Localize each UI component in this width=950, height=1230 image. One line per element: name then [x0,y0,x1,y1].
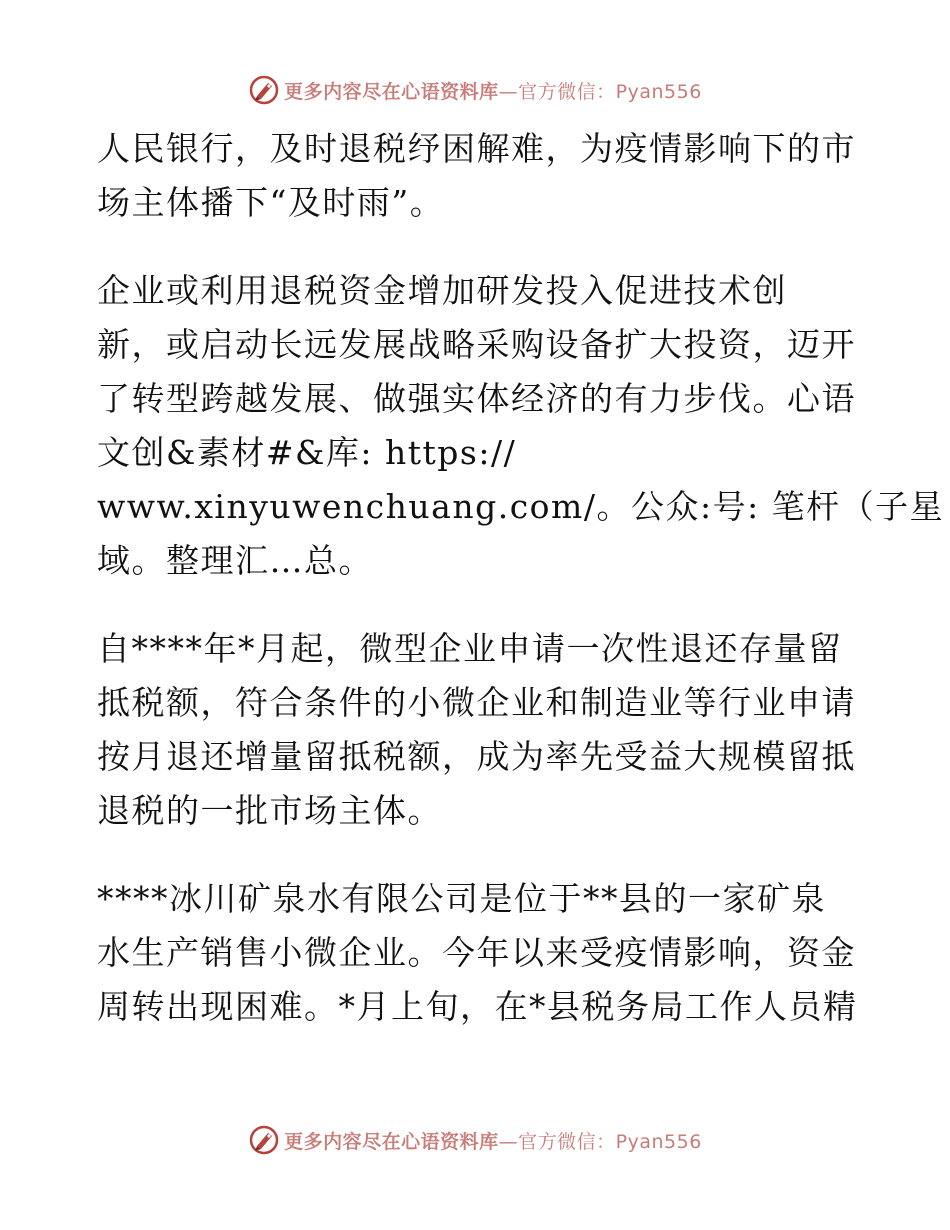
text-line: 企业或利用退税资金增加研发投入促进技术创 [97,271,787,310]
text-line: 自****年*月起，微型企业申请一次性退还存量留 [97,629,843,668]
header-banner [0,70,950,110]
text-line: ****冰川矿泉水有限公司是位于**县的一家矿泉 [97,879,826,918]
text-line: www.xinyuwenchuang.com/。公众:号: 笔杆（子星 [97,487,945,526]
header-dash: — [498,80,519,103]
header-banner-text [284,77,702,104]
paragraph-3 [97,622,856,838]
header-site-text: 更多内容尽在心语资料库 [284,80,499,103]
footer-site-text: 更多内容尽在心语资料库 [284,1130,499,1153]
text-line: 人民银行，及时退税纾困解难，为疫情影响下的市 [97,129,856,168]
text-line: 水生产销售小微企业。今年以来受疫情影响，资金 [97,933,856,972]
header-contact-text: 官方微信：Pyan556 [518,80,702,103]
text-line: 场主体播下“及时雨”。 [97,183,445,222]
text-line: 新，或启动长远发展战略采购设备扩大投资，迈开 [97,325,856,364]
pen-logo-icon [248,74,280,106]
document-body [97,122,945,1066]
paragraph-4 [97,872,858,1034]
text-line: 了转型跨越发展、做强实体经济的有力步伐。心语 [97,379,856,418]
footer-contact-text: 官方微信：Pyan556 [518,1130,702,1153]
footer-banner [0,1120,950,1160]
text-line: 周转出现困难。*月上旬，在*县税务局工作人员精 [97,987,858,1026]
text-line: 按月退还增量留抵税额，成为率先受益大规模留抵 [97,737,856,776]
footer-dash: — [498,1130,519,1153]
paragraph-2 [97,264,945,588]
footer-banner-text [284,1127,702,1154]
text-line: 文创&素材#&库: https:// [97,433,517,472]
text-line: 抵税额，符合条件的小微企业和制造业等行业申请 [97,683,856,722]
text-line: 退税的一批市场主体。 [97,791,442,830]
text-line: 域。整理汇…总。 [97,541,373,580]
paragraph-1 [97,122,856,230]
pen-logo-icon [248,1124,280,1156]
